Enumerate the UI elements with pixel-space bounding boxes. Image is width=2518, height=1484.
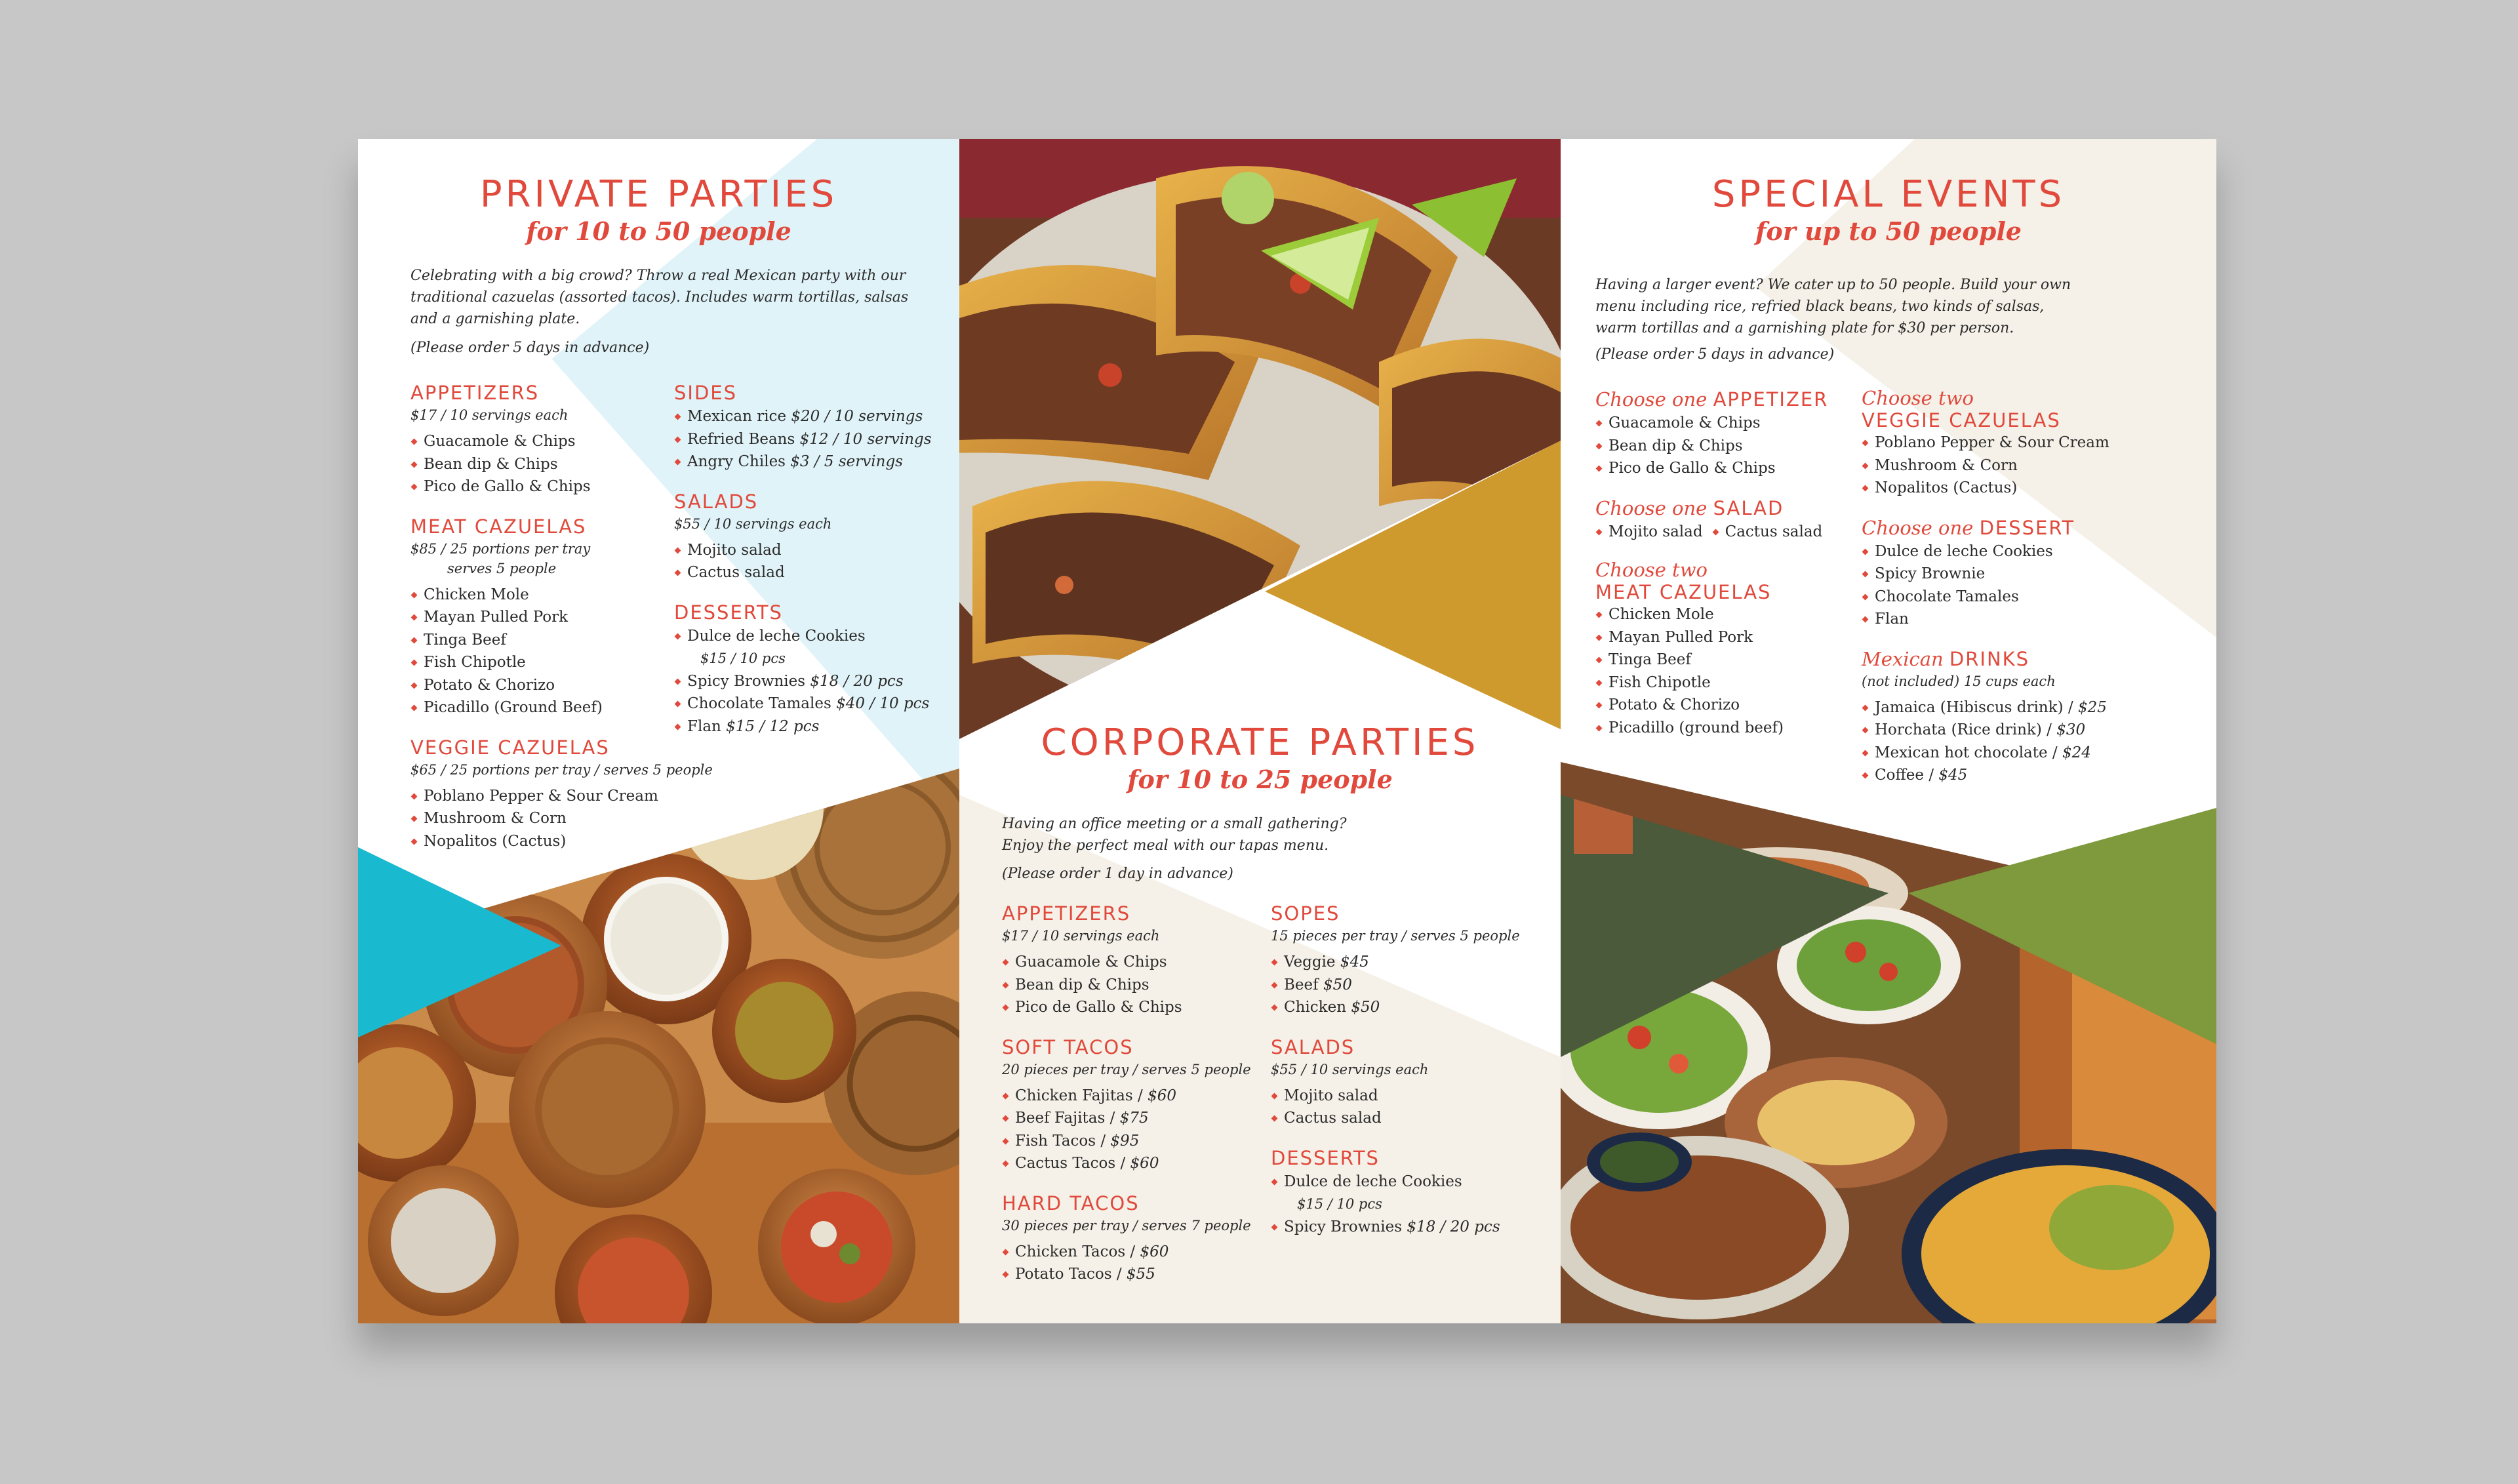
menu-item: Picadillo (ground beef) [1595, 717, 1858, 740]
intro-text: Having an office meeting or a small gathering? Enjoy the perfect meal with our tapas menu. [1002, 816, 1347, 854]
veggie-cazuelas-section [410, 735, 713, 853]
dessert-section [1862, 515, 2150, 631]
appetizers-section [410, 380, 673, 498]
section-heading: MEAT CAZUELAS [1595, 581, 1772, 603]
section-price: 20 pieces per tray / serves 5 people [1002, 1061, 1251, 1077]
section-price: 15 pieces per tray / serves 5 people [1271, 928, 1520, 944]
page-title: CORPORATE PARTIES [1041, 721, 1479, 764]
desserts-section [674, 600, 949, 738]
menu-item: Chicken Fajitas / $60 [1002, 1085, 1264, 1108]
menu-item: Mojito salad [674, 539, 949, 562]
menu-item: Mushroom & Corn [1862, 454, 2150, 477]
section-heading: VEGGIE CAZUELAS [410, 736, 610, 759]
section-heading-choose: Choose two [1595, 559, 1708, 581]
appetizers-section [1002, 901, 1264, 1019]
menu-item: Fish Tacos / $95 [1002, 1130, 1264, 1153]
menu-item: Chicken $50 [1271, 996, 1546, 1019]
menu-item: Tinga Beef [410, 629, 673, 652]
menu-item: Tinga Beef [1595, 649, 1858, 672]
menu-item: Bean dip & Chips [1595, 435, 1858, 458]
section-heading: DESSERTS [1271, 1146, 1380, 1169]
menu-item: Cactus salad [1271, 1107, 1546, 1130]
menu-item: Pico de Gallo & Chips [1595, 457, 1858, 480]
panel-corporate-parties [959, 139, 1561, 1323]
menu-item: Cactus salad [1712, 521, 1823, 544]
menu-item: Dulce de leche Cookies $15 / 10 pcs [1271, 1171, 1546, 1216]
menu-item: Flan [1862, 608, 2150, 631]
drinks-section [1862, 647, 2150, 787]
menu-item: Bean dip & Chips [1002, 974, 1264, 997]
section-price: $55 / 10 servings each [1271, 1061, 1429, 1077]
intro-text: Celebrating with a big crowd? Throw a real Mexican party with our traditional cazuelas (assorted tacos). Includes warm tortillas, salsas and a garnishing plate. [410, 268, 909, 327]
menu-item: Nopalitos (Cactus) [410, 830, 673, 853]
section-heading: Choose one APPETIZER [1595, 388, 1829, 411]
menu-item: Chicken Mole [410, 584, 673, 607]
order-note: (Please order 1 day in advance) [1002, 866, 1233, 882]
hard-tacos-section [1002, 1191, 1264, 1286]
menu-item: Mayan Pulled Pork [410, 606, 673, 629]
appetizer-section [1595, 387, 1858, 480]
menu-item: Mexican rice $20 / 10 servings [674, 405, 949, 428]
section-heading: MEAT CAZUELAS [410, 515, 587, 538]
panel-special-events [1561, 139, 2216, 1323]
menu-item: Horchata (Rice drink) / $30 [1862, 719, 2150, 742]
section-heading: HARD TACOS [1002, 1192, 1140, 1214]
menu-item: Pico de Gallo & Chips [1002, 996, 1264, 1019]
menu-item: Picadillo (Ground Beef) [410, 696, 673, 719]
salads-section [674, 489, 949, 584]
menu-item: Potato & Chorizo [1595, 694, 1858, 717]
page-title: PRIVATE PARTIES [479, 173, 838, 216]
menu-item: Mojito salad [1595, 521, 1703, 544]
section-price: $55 / 10 servings each [674, 515, 832, 532]
menu-item: Mayan Pulled Pork [1595, 626, 1858, 649]
section-price: $85 / 25 portions per tray [410, 540, 591, 557]
menu-item: Poblano Pepper & Sour Cream [1862, 431, 2150, 454]
menu-item: Flan $15 / 12 pcs [674, 715, 949, 738]
menu-item: Jamaica (Hibiscus drink) / $25 [1862, 696, 2150, 719]
menu-item: Beef Fajitas / $75 [1002, 1107, 1264, 1130]
brochure [358, 139, 2216, 1323]
order-note: (Please order 5 days in advance) [410, 340, 650, 356]
menu-item: Cactus Tacos / $60 [1002, 1152, 1264, 1175]
menu-item: Chocolate Tamales $40 / 10 pcs [674, 692, 949, 715]
section-heading: DESSERTS [674, 601, 783, 624]
section-heading: SIDES [674, 382, 738, 404]
menu-item: Guacamole & Chips [1595, 412, 1858, 435]
section-heading: SOPES [1271, 902, 1340, 925]
menu-item: Beef $50 [1271, 974, 1546, 997]
section-price: $65 / 25 portions per tray / serves 5 people [410, 761, 713, 778]
menu-item: Spicy Brownies $18 / 20 pcs [674, 670, 949, 693]
veggie-cazuelas-section [1862, 387, 2150, 500]
section-price: 30 pieces per tray / serves 7 people [1002, 1217, 1251, 1233]
section-heading: APPETIZERS [1002, 902, 1131, 925]
menu-item: Dulce de leche Cookies [1862, 540, 2150, 563]
menu-item: Angry Chiles $3 / 5 servings [674, 451, 949, 473]
section-price: (not included) 15 cups each [1862, 673, 2056, 689]
sopes-section [1271, 901, 1546, 1019]
right-menu-column [1862, 387, 2150, 803]
section-heading: APPETIZERS [410, 382, 540, 404]
page-subtitle: for 10 to 25 people [1127, 765, 1393, 794]
sides-section [674, 380, 949, 473]
menu-item: Guacamole & Chips [410, 430, 673, 453]
salads-section [1271, 1035, 1546, 1130]
menu-item: Coffee / $45 [1862, 764, 2150, 787]
menu-item: Dulce de leche Cookies $15 / 10 pcs [674, 625, 949, 670]
section-heading: VEGGIE CAZUELAS [1862, 409, 2061, 431]
menu-item: Fish Chipotle [410, 651, 673, 674]
section-heading-choose: Choose two [1862, 387, 1974, 409]
section-serves: serves 5 people [447, 560, 557, 576]
section-heading: SALADS [674, 490, 759, 513]
menu-item: Fish Chipotle [1595, 672, 1858, 694]
menu-item: Spicy Brownies $18 / 20 pcs [1271, 1216, 1546, 1239]
menu-item: Spicy Brownie [1862, 563, 2150, 586]
section-price: $17 / 10 servings each [1002, 928, 1160, 944]
intro-text: Having a larger event? We cater up to 50 people. Build your own menu including rice, refried black beans, two kinds of salsas, warm tortillas and a garnishing plate for $30 per person. [1595, 277, 2071, 336]
menu-item: Bean dip & Chips [410, 453, 673, 476]
left-menu-column [1002, 901, 1264, 1302]
menu-item: Veggie $45 [1271, 951, 1546, 974]
left-menu-column [1595, 387, 1858, 755]
meat-cazuelas-section [410, 514, 673, 719]
menu-item: Mushroom & Corn [410, 807, 673, 830]
menu-item: Refried Beans $12 / 10 servings [674, 428, 949, 451]
menu-item: Potato Tacos / $55 [1002, 1263, 1264, 1286]
menu-item: Mojito salad [1271, 1085, 1546, 1108]
menu-item: Nopalitos (Cactus) [1862, 477, 2150, 500]
section-heading: SALADS [1271, 1035, 1355, 1058]
meat-cazuelas-section [1595, 559, 1858, 739]
right-menu-column [674, 380, 949, 753]
menu-item: Pico de Gallo & Chips [410, 475, 673, 498]
page-subtitle: for up to 50 people [1755, 216, 2022, 246]
desserts-section [1271, 1146, 1546, 1239]
menu-item: Chicken Mole [1595, 603, 1858, 626]
right-menu-column [1271, 901, 1546, 1254]
section-heading: Choose one SALAD [1595, 496, 1784, 519]
menu-item: Chocolate Tamales [1862, 586, 2150, 609]
order-note: (Please order 5 days in advance) [1595, 346, 1835, 363]
salad-section [1595, 496, 1858, 544]
menu-item: Mexican hot chocolate / $24 [1862, 742, 2150, 765]
menu-item: Guacamole & Chips [1002, 951, 1264, 974]
section-heading: Mexican DRINKS [1862, 647, 2030, 670]
panel-private-parties [358, 139, 959, 1323]
section-price: $17 / 10 servings each [410, 407, 569, 423]
menu-item: Potato & Chorizo [410, 674, 673, 697]
soft-tacos-section [1002, 1035, 1264, 1175]
menu-item: Poblano Pepper & Sour Cream [410, 785, 673, 808]
section-heading: Choose one DESSERT [1862, 516, 2075, 539]
page-title: SPECIAL EVENTS [1711, 173, 2066, 216]
section-heading: SOFT TACOS [1002, 1035, 1134, 1058]
menu-item: Chicken Tacos / $60 [1002, 1241, 1264, 1264]
page-subtitle: for 10 to 50 people [526, 216, 791, 246]
menu-item: Cactus salad [674, 561, 949, 584]
